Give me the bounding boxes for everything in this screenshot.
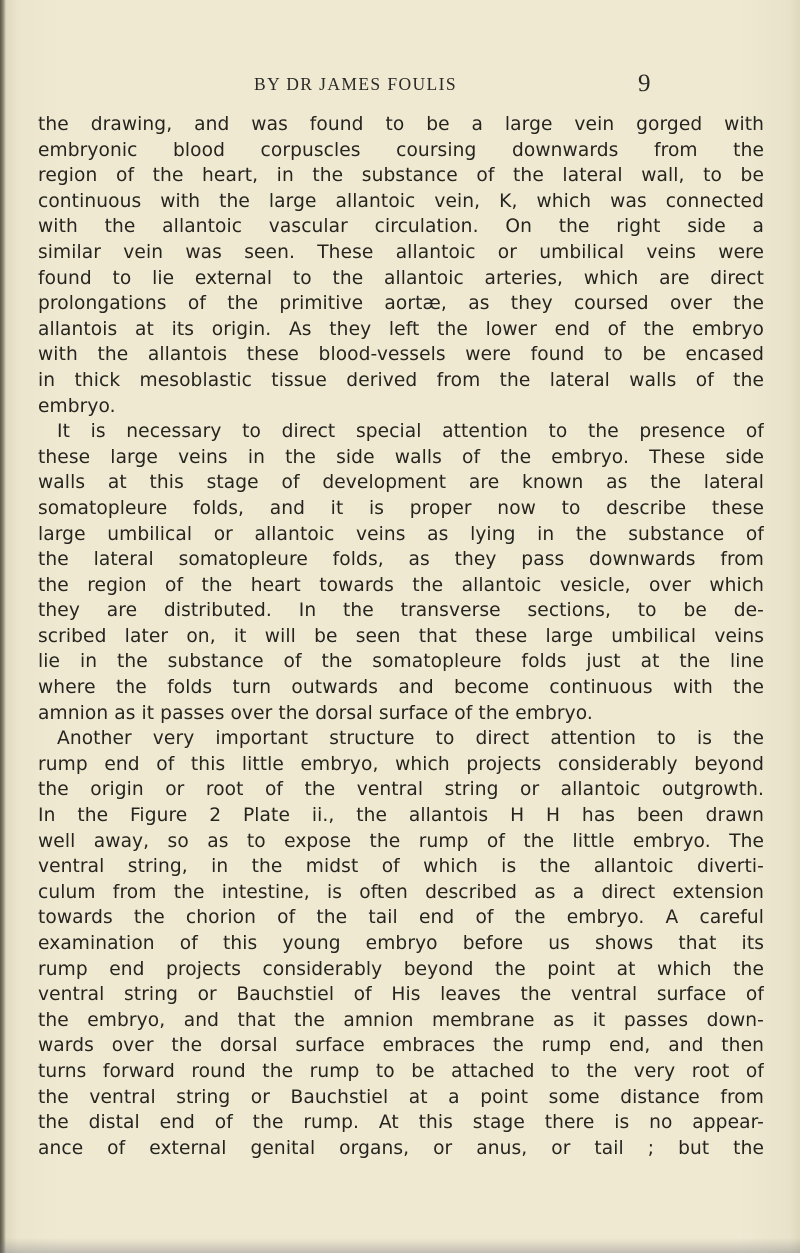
text-line: the region of the heart towards the allantoic vesicle, over which <box>38 574 764 596</box>
text-line: scribed later on, it will be seen that these large umbilical veins <box>38 625 764 647</box>
body-text <box>38 112 764 1161</box>
text-line: well away, so as to expose the rump of the little embryo. The <box>38 830 764 852</box>
text-line: lie in the substance of the somatopleure folds just at the line <box>38 651 764 673</box>
text-line: the distal end of the rump. At this stage there is no appear- <box>38 1112 764 1134</box>
page-number: 9 <box>638 70 651 97</box>
text-line: embryonic blood corpuscles coursing downwards from the <box>38 139 764 161</box>
bottom-shadow <box>0 1238 800 1253</box>
text-line: prolongations of the primitive aortæ, as they coursed over the <box>38 293 764 315</box>
text-line: where the folds turn outwards and become continuous with the <box>38 677 764 699</box>
text-line: rump end projects considerably beyond the point at which the <box>38 958 764 980</box>
text-line: continuous with the large allantoic vein, K, which was connected <box>38 190 764 212</box>
text-line: similar vein was seen. These allantoic or umbilical veins were <box>38 241 764 263</box>
text-line: in thick mesoblastic tissue derived from the lateral walls of the <box>38 369 764 391</box>
text-line: towards the chorion of the tail end of the embryo. A careful <box>38 907 764 929</box>
text-line: ance of external genital organs, or anus, or tail ; but the <box>38 1137 764 1159</box>
paragraph-first-line: Another very important structure to direct attention to is the <box>57 728 764 750</box>
text-line: these large veins in the side walls of the embryo. These side <box>38 446 764 468</box>
text-line: ventral string or Bauchstiel of His leaves the ventral surface of <box>38 984 764 1006</box>
text-line: turns forward round the rump to be attached to the very root of <box>38 1060 764 1082</box>
text-line: large umbilical or allantoic veins as lying in the substance of <box>38 523 764 545</box>
text-line: rump end of this little embryo, which projects considerably beyond <box>38 753 764 775</box>
text-line: with the allantois these blood-vessels were found to be encased <box>38 344 764 366</box>
running-head <box>0 70 800 98</box>
text-line: the drawing, and was found to be a large vein gorged with <box>38 114 764 135</box>
text-line: somatopleure folds, and it is proper now to describe these <box>38 497 764 519</box>
text-line: the ventral string or Bauchstiel at a point some distance from <box>38 1086 764 1108</box>
text-line: ventral string, in the midst of which is the allantoic diverti- <box>38 856 764 878</box>
running-head-title: BY DR JAMES FOULIS <box>254 74 457 94</box>
binding-edge <box>0 0 6 1253</box>
text-line: embryo. <box>38 395 116 417</box>
paragraph-first-line: It is necessary to direct special attention to the presence of <box>57 421 764 443</box>
text-line: region of the heart, in the substance of the lateral wall, to be <box>38 165 764 187</box>
text-line: found to lie external to the allantoic arteries, which are direct <box>38 267 764 289</box>
text-line: walls at this stage of development are known as the lateral <box>38 472 764 494</box>
text-line: In the Figure 2 Plate ii., the allantois H H has been drawn <box>38 805 764 827</box>
text-line: the lateral somatopleure folds, as they pass downwards from <box>38 549 764 571</box>
text-line: examination of this young embryo before us shows that its <box>38 933 764 954</box>
text-line: amnion as it passes over the dorsal surface of the embryo. <box>38 702 593 724</box>
text-line: they are distributed. In the transverse sections, to be de- <box>38 600 764 622</box>
text-line: allantois at its origin. As they left the lower end of the embryo <box>38 318 764 340</box>
text-line: culum from the intestine, is often described as a direct extension <box>38 881 764 903</box>
text-line: the origin or root of the ventral string or allantoic outgrowth. <box>38 779 764 801</box>
text-line: wards over the dorsal surface embraces the rump end, and then <box>38 1035 764 1057</box>
text-line: with the allantoic vascular circulation. On the right side a <box>38 216 764 238</box>
text-line: the embryo, and that the amnion membrane as it passes down- <box>38 1009 764 1031</box>
